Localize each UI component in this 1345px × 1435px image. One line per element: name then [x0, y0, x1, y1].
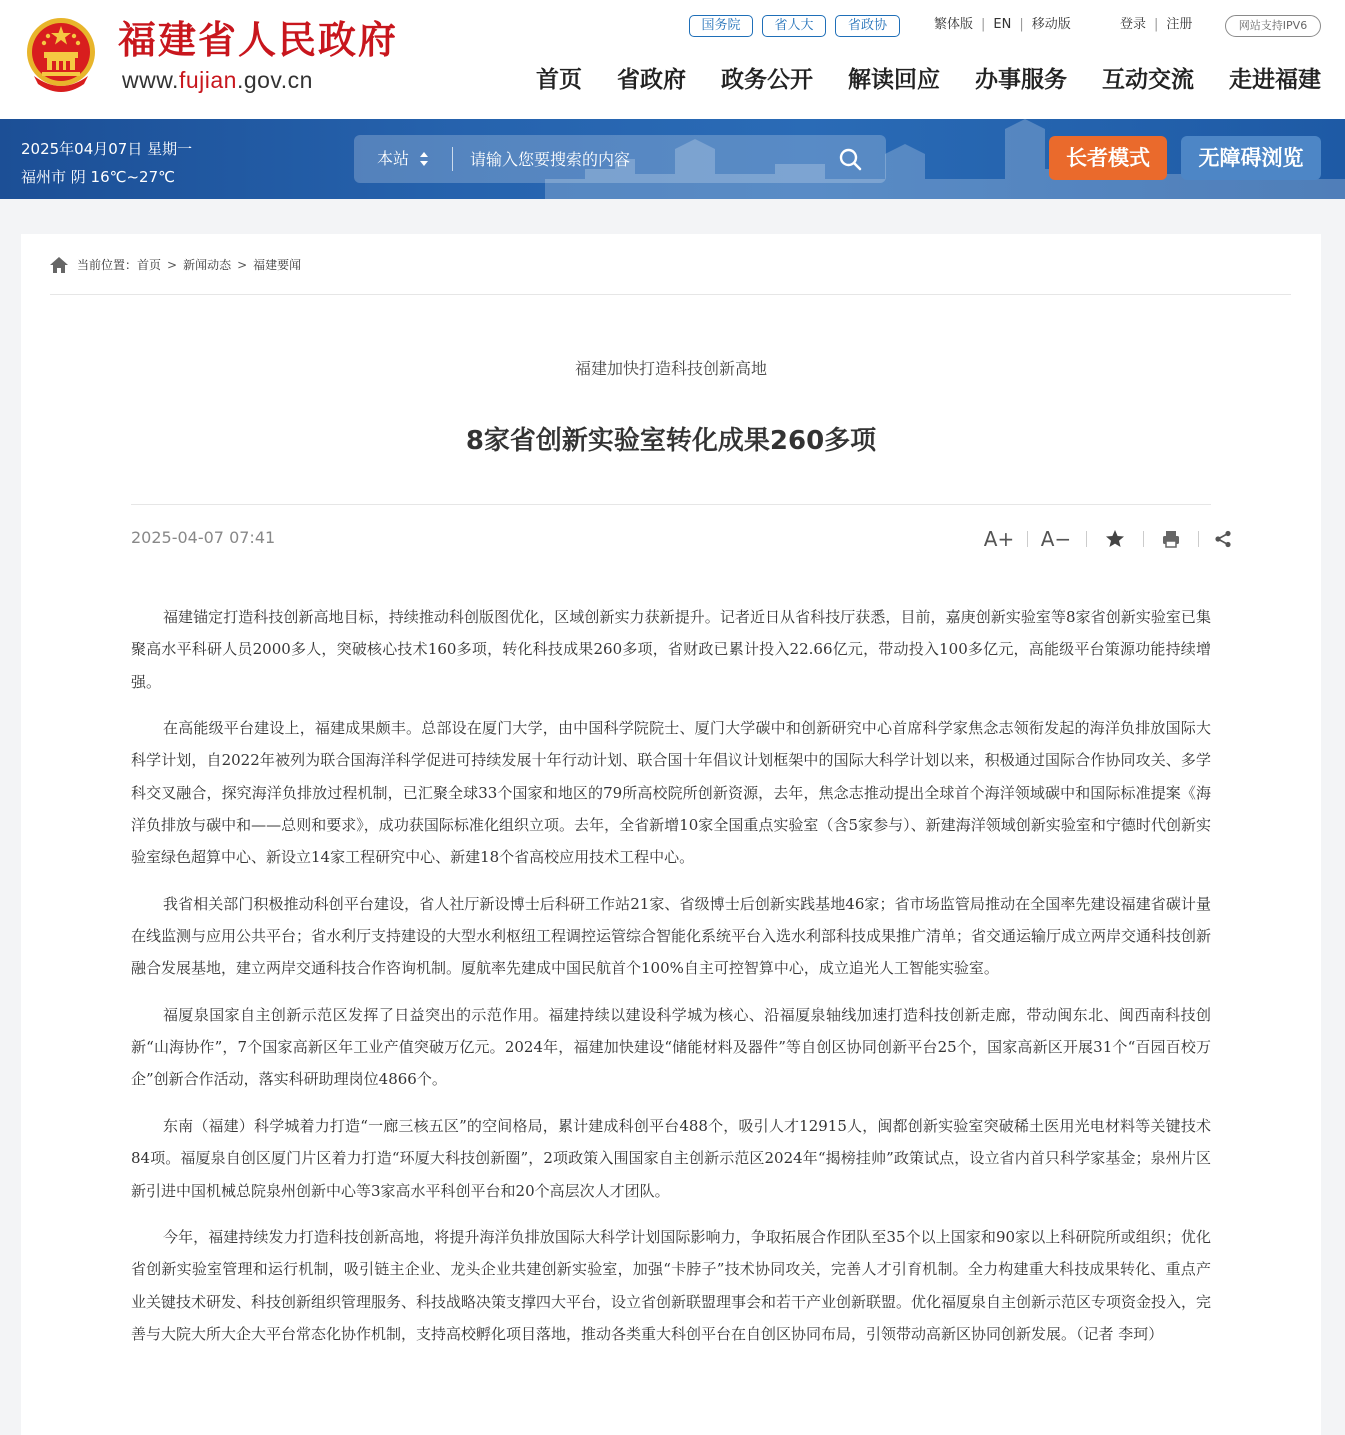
- tool-divider: [1198, 531, 1199, 547]
- accessible-browse-button[interactable]: 无障碍浏览: [1181, 136, 1321, 180]
- register-link[interactable]: 注册: [1166, 17, 1193, 32]
- breadcrumb: [50, 256, 301, 274]
- english-link[interactable]: EN: [993, 17, 1012, 32]
- nav-about-fujian[interactable]: 走进福建: [1229, 67, 1321, 93]
- breadcrumb-separator: >: [167, 258, 178, 272]
- breadcrumb-prefix: 当前位置：: [77, 258, 138, 272]
- breadcrumb-home[interactable]: 首页: [137, 258, 162, 272]
- share-icon[interactable]: [1213, 529, 1233, 549]
- account-links: 登录 | 注册: [1120, 17, 1193, 32]
- tool-divider: [1027, 531, 1028, 547]
- national-emblem-icon[interactable]: [24, 14, 98, 94]
- article-paragraph: 福建锚定打造科技创新高地目标，持续推动科创版图优化，区域创新实力获新提升。记者近日从省科技厅获悉，目前，嘉庚创新实验室等8家省创新实验室已集聚高水平科研人员2000多人，突破核心技术160多项，转化科技成果260多项，省财政已累计投入22.66亿元，带动投入100多亿元，高能级平台策源功能持续增强。: [131, 608, 1211, 691]
- version-links: 繁体版 | EN | 移动版: [934, 17, 1071, 32]
- link-provincial-congress[interactable]: 省人大: [762, 15, 826, 37]
- font-increase-button[interactable]: A+: [983, 527, 1015, 551]
- elder-mode-button[interactable]: 长者模式: [1049, 136, 1167, 180]
- article-paragraph: 今年，福建持续发力打造科技创新高地，将提升海洋负排放国际大科学计划国际影响力，争取拓展合作团队至35个以上国家和90家以上科研院所或组织；优化省创新实验室管理和运行机制，吸引链主企业、龙头企业共建创新实验室，加强“卡脖子”技术协同攻关，完善人才引育机制。全力构建重大科技成果转化、重点产业关键技术研发、科技创新组织管理服务、科技战略决策支撑四大平台，设立省创新联盟理事会和若干产业创新联盟。优化福厦泉自主创新示范区专项资金投入，完善与大院大所大企大平台常态化协作机制，支持高校孵化项目落地，推动各类重大科创平台在自创区协同布局，引领带动高新区协同创新发展。（记者 李珂）: [131, 1227, 1212, 1343]
- login-link[interactable]: 登录: [1120, 17, 1147, 32]
- article-tools: [981, 526, 1237, 552]
- search-box: [354, 135, 886, 183]
- article-subtitle: 福建加快打造科技创新高地: [574, 359, 767, 378]
- font-decrease-button[interactable]: A−: [1040, 527, 1072, 551]
- divider: [50, 294, 1291, 295]
- breadcrumb-separator: >: [237, 258, 248, 272]
- article-card: [21, 234, 1321, 1435]
- search-input[interactable]: [470, 135, 830, 183]
- nav-gov-affairs[interactable]: 政务公开: [721, 67, 813, 93]
- current-date: 2025年04月07日 星期一: [21, 140, 193, 158]
- search-banner: [0, 119, 1345, 199]
- nav-interpretation[interactable]: 解读回应: [848, 67, 940, 93]
- breadcrumb-fujian-news[interactable]: 福建要闻: [253, 258, 302, 272]
- breadcrumb-news[interactable]: 新闻动态: [183, 258, 232, 272]
- nav-services[interactable]: 办事服务: [975, 67, 1067, 93]
- nav-home[interactable]: 首页: [536, 67, 582, 93]
- search-divider: [452, 147, 453, 171]
- publish-date: 2025-04-07 07:41: [131, 528, 276, 547]
- site-header: [0, 0, 1345, 119]
- date-weather: [21, 135, 192, 191]
- ipv6-badge: 网站支持IPV6: [1225, 15, 1321, 37]
- site-url[interactable]: [122, 66, 313, 94]
- divider: [131, 504, 1211, 505]
- url-suffix: .gov.cn: [236, 67, 313, 93]
- article-paragraph: 在高能级平台建设上，福建成果颇丰。总部设在厦门大学，由中国科学院院士、厦门大学碳中和创新研究中心首席科学家焦念志领衔发起的海洋负排放国际大科学计划，自2022年被列为联合国海洋科学促进可持续发展十年行动计划、联合国十年倡议计划框架中的国际大科学计划以来，积极通过国际合作协同攻关、多学科交叉融合，探究海洋负排放过程机制，已汇聚全球33个国家和地区的79所高校院所创新资源，去年，焦念志推动提出全球首个海洋领域碳中和国际标准提案《海洋负排放与碳中和——总则和要求》，成功获国际标准化组织立项。去年，全省新增10家全国重点实验室（含5家参与）、新建海洋领域创新实验室和宁德时代创新实验室绿色超算中心、新设立14家工程研究中心、新建18个省高校应用技术工程中心。: [131, 719, 1211, 867]
- article-body: [131, 601, 1211, 1364]
- site-name[interactable]: 福建省人民政府: [118, 17, 399, 62]
- article-title: 8家省创新实验室转化成果260多项: [465, 426, 877, 456]
- article-paragraph: 福厦泉国家自主创新示范区发挥了日益突出的示范作用。福建持续以建设科学城为核心、沿福厦泉轴线加速打造科技创新走廊，带动闽东北、闽西南科技创新“山海协作”，7个国家高新区年工业产值突破万亿元。2024年，福建加快建设“储能材料及器件”等自创区协同创新平台25个，国家高新区开展31个“百园百校万企”创新合作活动，落实科研助理岗位4866个。: [131, 1005, 1211, 1089]
- sort-arrows-icon[interactable]: [420, 151, 428, 167]
- favorite-star-icon[interactable]: [1105, 529, 1125, 549]
- main-nav: [501, 62, 1321, 98]
- weather: 福州市 阴 16℃~27℃: [21, 168, 175, 186]
- article-paragraph: 东南（福建）科学城着力打造“一廊三核五区”的空间格局，累计建成科创平台488个，吸引人才12915人，闽都创新实验室突破稀土医用光电材料等关键技术84项。福厦泉自创区厦门片区着力打造“环厦大科技创新圈”，2项政策入围国家自主创新示范区2024年“揭榜挂帅”政策试点，设立省内首只科学家基金；泉州片区新引进中国机械总院泉州创新中心等3家高水平科创平台和20个高层次人才团队。: [131, 1116, 1211, 1200]
- search-scope-select[interactable]: 本站: [377, 149, 410, 168]
- link-state-council[interactable]: 国务院: [689, 15, 753, 37]
- article-paragraph: 我省相关部门积极推动科创平台建设，省人社厅新设博士后科研工作站21家、省级博士后创新实践基地46家；省市场监管局推动在全国率先建设福建省碳计量在线监测与应用公共平台；省水利厅支持建设的大型水利枢纽工程调控运管综合智能化系统平台入选水利部科技成果推广清单；省交通运输厅成立两岸交通科技创新融合发展基地，建立两岸交通科技合作咨询机制。厦航率先建成中国民航首个100%自主可控智算中心，成立追光人工智能实验室。: [131, 894, 1212, 978]
- print-icon[interactable]: [1161, 529, 1181, 549]
- url-prefix: www.: [122, 67, 179, 93]
- nav-provincial-gov[interactable]: 省政府: [617, 67, 686, 93]
- search-icon[interactable]: [838, 147, 862, 171]
- link-provincial-cppcc[interactable]: 省政协: [835, 15, 900, 37]
- traditional-chinese-link[interactable]: 繁体版: [934, 17, 974, 32]
- mobile-version-link[interactable]: 移动版: [1031, 17, 1071, 32]
- nav-interaction[interactable]: 互动交流: [1102, 67, 1194, 93]
- home-icon: [50, 257, 68, 273]
- tool-divider: [1143, 531, 1144, 547]
- tool-divider: [1086, 531, 1087, 547]
- url-domain: fujian: [178, 67, 237, 93]
